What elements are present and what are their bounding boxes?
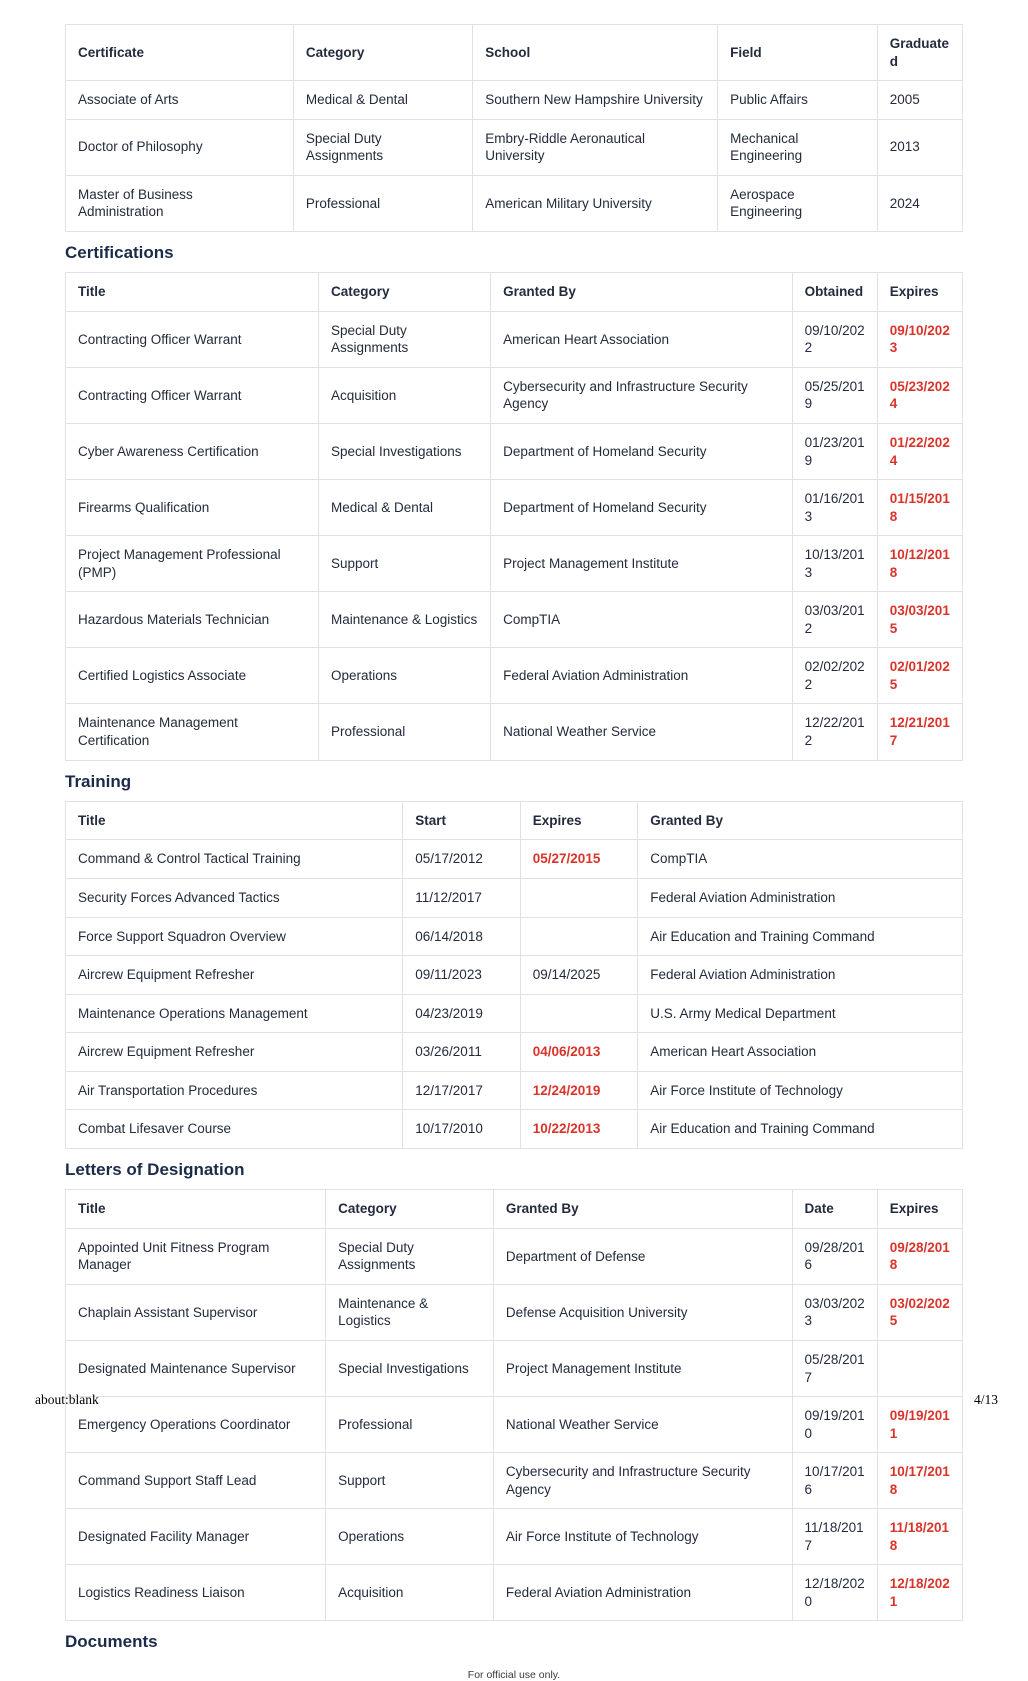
- column-header: Category: [318, 273, 490, 312]
- column-header: Granted By: [491, 273, 792, 312]
- table-cell: CompTIA: [491, 592, 792, 648]
- table-cell: Special Duty Assignments: [326, 1228, 494, 1284]
- table-cell: 12/24/2019: [520, 1071, 638, 1110]
- table-cell: Operations: [326, 1509, 494, 1565]
- table-cell: Professional: [318, 704, 490, 760]
- table-cell: 03/03/2015: [877, 592, 962, 648]
- table-cell: Chaplain Assistant Supervisor: [66, 1284, 326, 1340]
- table-cell: 10/17/2018: [877, 1453, 962, 1509]
- table-cell: Federal Aviation Administration: [638, 879, 963, 918]
- section-heading-letters-of-designation: Letters of Designation: [65, 1159, 245, 1179]
- table-cell: Force Support Squadron Overview: [66, 917, 403, 956]
- table-cell: Contracting Officer Warrant: [66, 311, 319, 367]
- table-cell: Public Affairs: [718, 81, 878, 120]
- table-cell: 11/18/2017: [792, 1509, 877, 1565]
- table-cell: Command Support Staff Lead: [66, 1453, 326, 1509]
- table-row: [66, 1071, 963, 1110]
- table-cell: 09/28/2016: [792, 1228, 877, 1284]
- table-row: [66, 1284, 963, 1340]
- table-cell: Department of Homeland Security: [491, 423, 792, 479]
- table-cell: Federal Aviation Administration: [638, 956, 963, 995]
- table-cell: Logistics Readiness Liaison: [66, 1565, 326, 1621]
- table-cell: Air Force Institute of Technology: [638, 1071, 963, 1110]
- table-cell: 04/23/2019: [403, 994, 521, 1033]
- table-cell: National Weather Service: [491, 704, 792, 760]
- table-cell: Maintenance & Logistics: [326, 1284, 494, 1340]
- table-row: [66, 994, 963, 1033]
- table-cell: 02/02/2022: [792, 648, 877, 704]
- table-cell: Appointed Unit Fitness Program Manager: [66, 1228, 326, 1284]
- table-cell: 01/15/2018: [877, 480, 962, 536]
- table-cell: 05/27/2015: [520, 840, 638, 879]
- table-cell: Aircrew Equipment Refresher: [66, 956, 403, 995]
- table-cell: Aerospace Engineering: [718, 175, 878, 231]
- table-cell: Maintenance Management Certification: [66, 704, 319, 760]
- column-header: Obtained: [792, 273, 877, 312]
- table-cell: 2013: [877, 119, 962, 175]
- table-cell: National Weather Service: [493, 1397, 792, 1453]
- column-header: Granted By: [493, 1190, 792, 1229]
- table-cell: Support: [326, 1453, 494, 1509]
- table-row: [66, 917, 963, 956]
- table-cell: 09/28/2018: [877, 1228, 962, 1284]
- table-cell: Project Management Institute: [493, 1340, 792, 1396]
- table-cell: 09/19/2010: [792, 1397, 877, 1453]
- table-cell: 2024: [877, 175, 962, 231]
- table-cell: 03/02/2025: [877, 1284, 962, 1340]
- table-cell: 10/12/2018: [877, 536, 962, 592]
- table-cell: Defense Acquisition University: [493, 1284, 792, 1340]
- table-cell: Air Force Institute of Technology: [493, 1509, 792, 1565]
- table-row: [66, 1033, 963, 1072]
- column-header: Start: [403, 801, 521, 840]
- table-cell: Firearms Qualification: [66, 480, 319, 536]
- table-cell: 10/17/2010: [403, 1110, 521, 1149]
- table-cell: 12/18/2020: [792, 1565, 877, 1621]
- table-cell: 10/22/2013: [520, 1110, 638, 1149]
- table-row: [66, 1509, 963, 1565]
- header-row: [66, 801, 963, 840]
- table-cell: Designated Facility Manager: [66, 1509, 326, 1565]
- table-cell: 12/18/2021: [877, 1565, 962, 1621]
- column-header: Field: [718, 25, 878, 81]
- table-cell: [877, 1340, 962, 1396]
- table-cell: Federal Aviation Administration: [493, 1565, 792, 1621]
- table-cell: Contracting Officer Warrant: [66, 367, 319, 423]
- table-cell: 04/06/2013: [520, 1033, 638, 1072]
- table-cell: 09/10/2023: [877, 311, 962, 367]
- table-cell: [520, 994, 638, 1033]
- column-header: Graduated: [877, 25, 962, 81]
- column-header: Granted By: [638, 801, 963, 840]
- table-cell: 12/17/2017: [403, 1071, 521, 1110]
- column-header: Category: [326, 1190, 494, 1229]
- table-cell: 09/11/2023: [403, 956, 521, 995]
- table-cell: Hazardous Materials Technician: [66, 592, 319, 648]
- table-row: [66, 648, 963, 704]
- training-table: [65, 801, 963, 1149]
- table-cell: 03/03/2012: [792, 592, 877, 648]
- table-cell: Special Duty Assignments: [318, 311, 490, 367]
- table-row: [66, 1453, 963, 1509]
- table-cell: CompTIA: [638, 840, 963, 879]
- table-cell: Mechanical Engineering: [718, 119, 878, 175]
- table-cell: Special Investigations: [318, 423, 490, 479]
- table-cell: Acquisition: [326, 1565, 494, 1621]
- header-row: [66, 25, 963, 81]
- table-cell: Southern New Hampshire University: [473, 81, 718, 120]
- print-footer: [35, 1392, 998, 1408]
- column-header: Title: [66, 1190, 326, 1229]
- table-row: [66, 423, 963, 479]
- header-row: [66, 1190, 963, 1229]
- table-cell: Cybersecurity and Infrastructure Security Agency: [491, 367, 792, 423]
- table-cell: Certified Logistics Associate: [66, 648, 319, 704]
- table-cell: Professional: [326, 1397, 494, 1453]
- table-cell: Associate of Arts: [66, 81, 294, 120]
- column-header: Date: [792, 1190, 877, 1229]
- table-cell: Aircrew Equipment Refresher: [66, 1033, 403, 1072]
- table-cell: 03/03/2023: [792, 1284, 877, 1340]
- column-header: Title: [66, 801, 403, 840]
- table-row: [66, 840, 963, 879]
- table-cell: Cyber Awareness Certification: [66, 423, 319, 479]
- table-cell: American Military University: [473, 175, 718, 231]
- column-header: Category: [293, 25, 472, 81]
- table-cell: Air Education and Training Command: [638, 917, 963, 956]
- table-row: [66, 1565, 963, 1621]
- table-cell: [520, 917, 638, 956]
- column-header: School: [473, 25, 718, 81]
- table-cell: 05/17/2012: [403, 840, 521, 879]
- table-cell: 12/22/2012: [792, 704, 877, 760]
- table-cell: U.S. Army Medical Department: [638, 994, 963, 1033]
- column-header: Expires: [520, 801, 638, 840]
- table-row: [66, 704, 963, 760]
- education-table: [65, 24, 963, 232]
- table-row: [66, 592, 963, 648]
- table-cell: Embry-Riddle Aeronautical University: [473, 119, 718, 175]
- table-cell: Command & Control Tactical Training: [66, 840, 403, 879]
- table-row: [66, 1228, 963, 1284]
- column-header: Expires: [877, 1190, 962, 1229]
- table-cell: Cybersecurity and Infrastructure Security Agency: [493, 1453, 792, 1509]
- table-cell: Special Duty Assignments: [293, 119, 472, 175]
- table-cell: 10/17/2016: [792, 1453, 877, 1509]
- table-cell: Master of Business Administration: [66, 175, 294, 231]
- column-header: Certificate: [66, 25, 294, 81]
- table-cell: 02/01/2025: [877, 648, 962, 704]
- certifications-table: [65, 272, 963, 760]
- table-cell: Department of Homeland Security: [491, 480, 792, 536]
- table-cell: 06/14/2018: [403, 917, 521, 956]
- table-cell: 05/28/2017: [792, 1340, 877, 1396]
- table-cell: Acquisition: [318, 367, 490, 423]
- table-cell: 05/23/2024: [877, 367, 962, 423]
- table-cell: [520, 879, 638, 918]
- table-cell: Operations: [318, 648, 490, 704]
- table-cell: 10/13/2013: [792, 536, 877, 592]
- table-cell: Maintenance Operations Management: [66, 994, 403, 1033]
- table-cell: 2005: [877, 81, 962, 120]
- table-cell: Department of Defense: [493, 1228, 792, 1284]
- table-cell: 09/10/2022: [792, 311, 877, 367]
- column-header: Title: [66, 273, 319, 312]
- table-cell: 01/23/2019: [792, 423, 877, 479]
- table-cell: Project Management Professional (PMP): [66, 536, 319, 592]
- header-row: [66, 273, 963, 312]
- table-cell: Maintenance & Logistics: [318, 592, 490, 648]
- table-cell: 09/19/2011: [877, 1397, 962, 1453]
- table-row: [66, 119, 963, 175]
- table-row: [66, 956, 963, 995]
- table-cell: Doctor of Philosophy: [66, 119, 294, 175]
- table-cell: Emergency Operations Coordinator: [66, 1397, 326, 1453]
- official-use-note: For official use only.: [467, 1668, 561, 1681]
- table-cell: 05/25/2019: [792, 367, 877, 423]
- table-cell: 12/21/2017: [877, 704, 962, 760]
- table-cell: Support: [318, 536, 490, 592]
- table-cell: 11/18/2018: [877, 1509, 962, 1565]
- table-cell: Professional: [293, 175, 472, 231]
- table-row: [66, 175, 963, 231]
- print-footer-page-number: 4/13: [973, 1392, 998, 1407]
- table-cell: Designated Maintenance Supervisor: [66, 1340, 326, 1396]
- table-cell: 09/14/2025: [520, 956, 638, 995]
- table-cell: 01/16/2013: [792, 480, 877, 536]
- section-heading-certifications: Certifications: [65, 242, 174, 262]
- table-row: [66, 1110, 963, 1149]
- table-cell: Air Education and Training Command: [638, 1110, 963, 1149]
- table-cell: 11/12/2017: [403, 879, 521, 918]
- table-row: [66, 311, 963, 367]
- table-row: [66, 879, 963, 918]
- table-cell: Air Transportation Procedures: [66, 1071, 403, 1110]
- table-cell: Federal Aviation Administration: [491, 648, 792, 704]
- table-row: [66, 367, 963, 423]
- table-cell: Medical & Dental: [318, 480, 490, 536]
- column-header: Expires: [877, 273, 962, 312]
- table-cell: American Heart Association: [491, 311, 792, 367]
- table-cell: American Heart Association: [638, 1033, 963, 1072]
- table-row: [66, 480, 963, 536]
- table-cell: Combat Lifesaver Course: [66, 1110, 403, 1149]
- section-heading-documents: Documents: [65, 1632, 158, 1652]
- table-row: [66, 536, 963, 592]
- table-cell: Security Forces Advanced Tactics: [66, 879, 403, 918]
- table-row: [66, 81, 963, 120]
- table-cell: Special Investigations: [326, 1340, 494, 1396]
- table-row: [66, 1340, 963, 1396]
- table-cell: 01/22/2024: [877, 423, 962, 479]
- table-cell: Project Management Institute: [491, 536, 792, 592]
- table-cell: Medical & Dental: [293, 81, 472, 120]
- section-heading-training: Training: [65, 771, 132, 791]
- print-footer-url: about:blank: [35, 1392, 99, 1407]
- table-cell: 03/26/2011: [403, 1033, 521, 1072]
